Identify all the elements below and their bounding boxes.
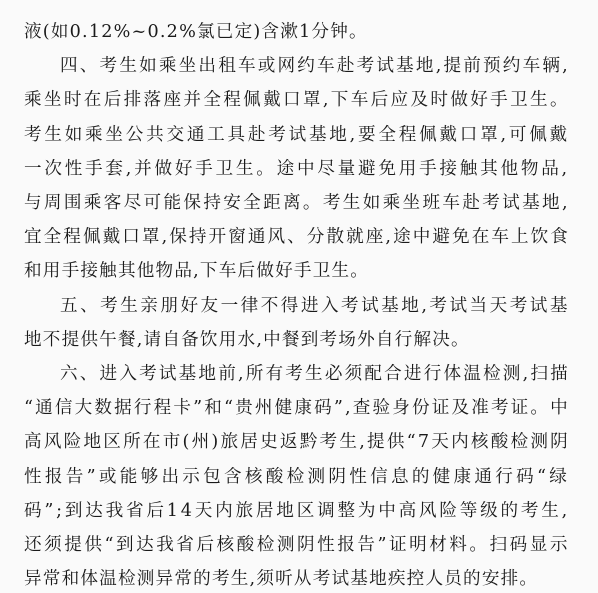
paragraph-6-line: 六、进入考试基地前,所有考生必须配合进行体温检测,扫描 [60, 364, 570, 384]
paragraph-4-line: 考生如乘坐公共交通工具赴考试基地,要全程佩戴口罩,可佩戴 [24, 124, 570, 145]
paragraph-4-line: 和用手接触其他物品,下车后做好手卫生。 [24, 261, 370, 282]
paragraph-5-line: 地不提供午餐,请自备饮用水,中餐到考场外自行解决。 [24, 329, 470, 350]
paragraph-6-line: 码”;到达我省后14天内旅居地区调整为中高风险等级的考生, [24, 500, 571, 521]
paragraph-6-line: 性报告”或能够出示包含核酸检测阴性信息的健康通行码“绿 [24, 466, 571, 487]
paragraph-6-line: 还须提供“到达我省后核酸检测阴性报告”证明材料。扫码显示 [24, 535, 570, 555]
text-line: 液(如0.12%~0.2%氯已定)含漱1分钟。 [24, 22, 368, 42]
paragraph-4-line: 四、考生如乘坐出租车或网约车赴考试基地,提前预约车辆, [60, 56, 570, 77]
paragraph-5-line: 五、考生亲朋好友一律不得进入考试基地,考试当天考试基 [60, 295, 570, 316]
paragraph-6-line: 高风险地区所在市(州)旅居史返黔考生,提供“7天内核酸检测阴 [24, 432, 570, 453]
paragraph-6-line: “通信大数据行程卡”和“贵州健康码”,查验身份证及准考证。中 [24, 398, 570, 419]
paragraph-4-line: 宜全程佩戴口罩,保持开窗通风、分散就座,途中避免在车上饮食 [24, 227, 570, 248]
paragraph-4-line: 乘坐时在后排落座并全程佩戴口罩,下车后应及时做好手卫生。 [24, 90, 570, 111]
paragraph-4-line: 一次性手套,并做好手卫生。途中尽量避免用手接触其他物品, [24, 158, 570, 179]
paragraph-4-line: 与周围乘客尽可能保持安全距离。考生如乘坐班车赴考试基地, [24, 193, 570, 213]
paragraph-6-line: 异常和体温检测异常的考生,须听从考试基地疾控人员的安排。 [24, 569, 539, 590]
